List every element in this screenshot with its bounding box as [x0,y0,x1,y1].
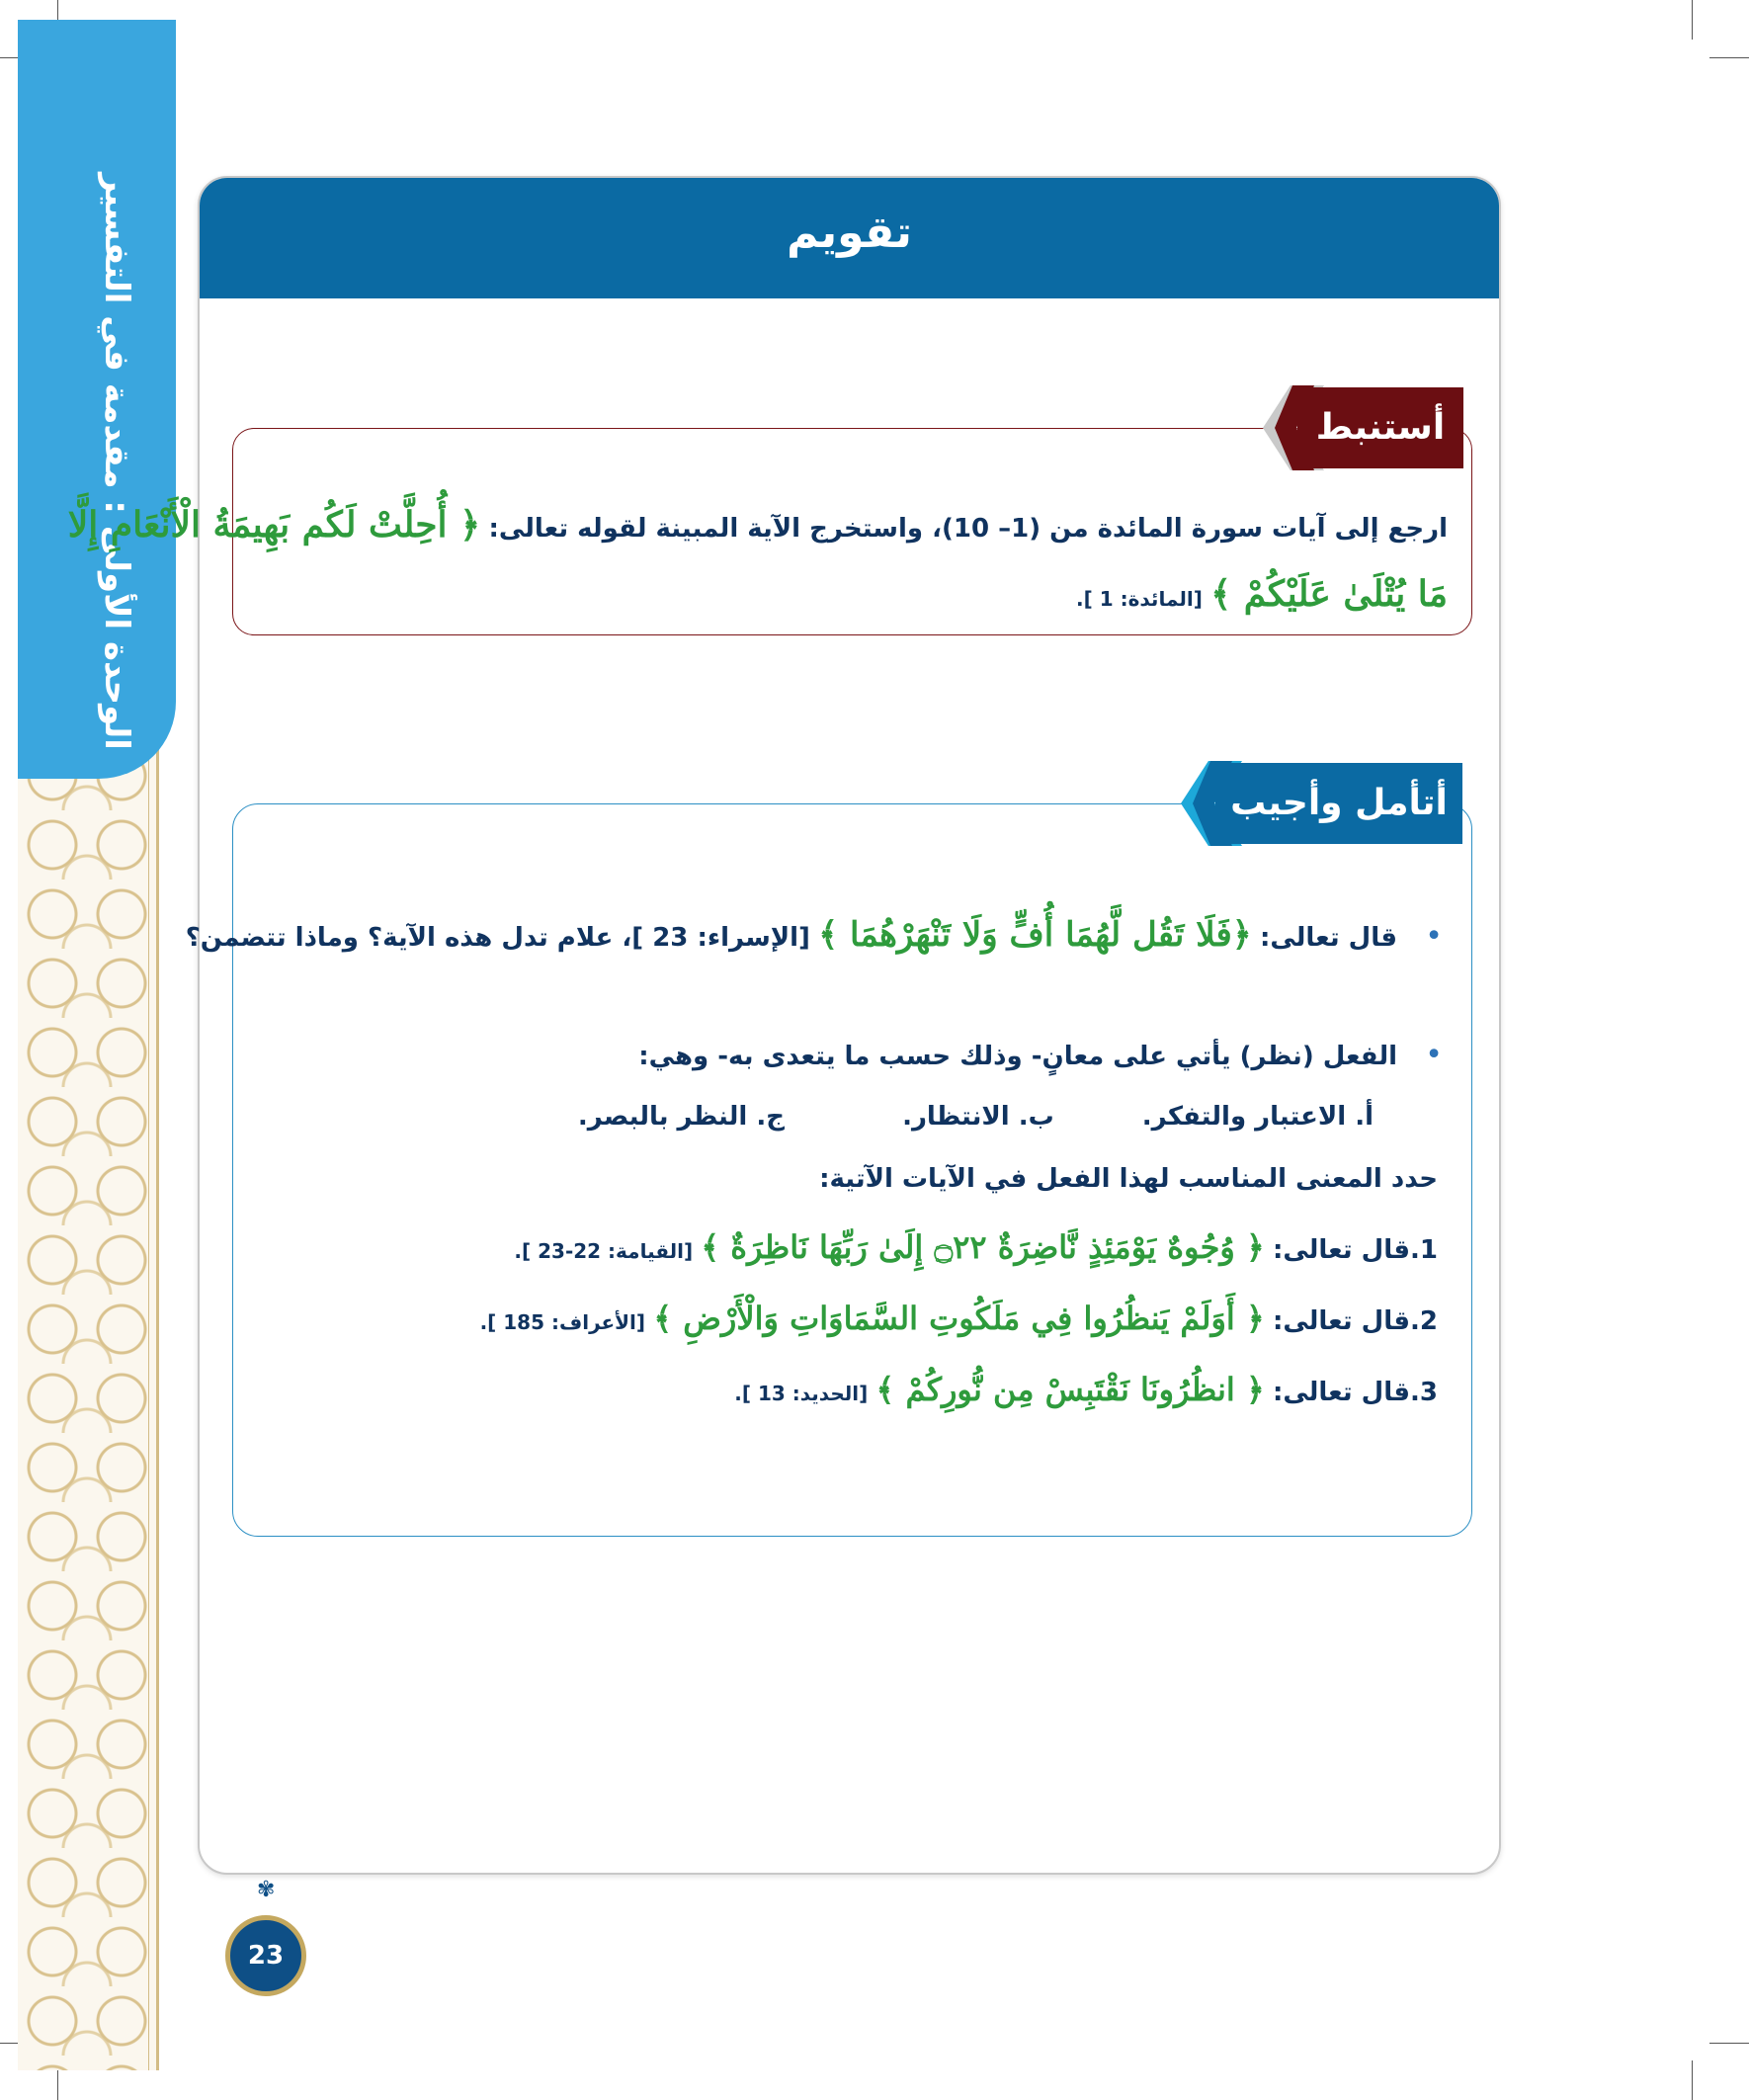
ornament-border [156,741,159,2070]
option-a: أ. الاعتبار والتفكر. [1141,1102,1374,1132]
verse-reference: [المائدة: 1 ]. [1075,587,1203,611]
ornament-border [148,741,149,2070]
crop-mark [1709,2043,1749,2044]
item-label: 2.قال تعالى: [1272,1306,1438,1336]
item-2 [480,1300,1438,1337]
meaning-options [578,1102,1374,1132]
item-1 [514,1228,1438,1266]
question-1 [186,914,1443,955]
ornament-strip [18,741,156,2070]
verse-text: ﴿ أَوَلَمْ يَنظُرُوا فِي مَلَكُوتِ السَّمَاوَاتِ وَالْأَرْضِ ﴾ [653,1300,1265,1337]
crop-mark [1692,0,1693,40]
unit-title: الوحدة الأولى : مقدمة في التفسير [97,173,136,750]
question-text: الفعل (نظر) يأتي على معانٍ- وذلك حسب ما يتعدى به- وهي: [638,1042,1398,1071]
verse-text: ﴿ أُحِلَّتْ لَكُم بَهِيمَةُ الْأَنْعَامِ إِلَّا [67,504,481,546]
crop-mark [1692,2060,1693,2100]
instruction-text: حدد المعنى المناسب لهذا الفعل في الآيات الآتية: [819,1164,1438,1194]
option-b: ب. الانتظار. [902,1102,1054,1132]
crop-mark [1709,57,1749,58]
page-number: 23 [225,1915,306,1996]
item-label: 3.قال تعالى: [1272,1378,1438,1407]
verse-text: ﴿فَلَا تَقُل لَّهُمَا أُفٍّ وَلَا تَنْهَرْهُمَا ﴾ [818,915,1252,955]
verse-reference: [القيامة: 22-23 ]. [514,1239,694,1263]
verse-text: ﴿ وُجُوهٌ يَوْمَئِذٍ نَّاضِرَةٌ ۝٢٢ إِلَىٰ رَبِّهَا نَاظِرَةٌ ﴾ [701,1228,1265,1266]
deduce-instruction: ارجع إلى آيات سورة المائدة من (1– 10)، واستخرج الآية المبينة لقوله تعالى: [488,514,1448,544]
deduce-line-1 [68,504,1448,546]
verse-reference: [الأعراف: 185 ]. [479,1310,646,1334]
verse-label: قال تعالى: [1259,923,1398,953]
item-3 [734,1371,1438,1408]
verse-reference: [الحديد: 13 ]. [734,1382,869,1405]
question-2 [638,1038,1443,1072]
page-ornament-icon: ✾ [257,1878,276,1902]
option-c: ج. النظر بالبصر. [577,1102,786,1132]
deduce-line-2 [1076,573,1448,615]
verse-text: مَا يُتْلَىٰ عَلَيْكُمْ ﴾ [1210,573,1448,615]
item-label: 1.قال تعالى: [1272,1235,1438,1265]
deduce-tag: أستنبط [1297,387,1463,468]
card-title: تقويم [787,208,912,258]
verse-text: ﴿ انظُرُونَا نَقْتَبِسْ مِن نُّورِكُمْ ﴾ [875,1371,1265,1408]
reflect-tag: أتأمل وأجيب [1215,763,1462,844]
bullet-icon: • [1425,919,1443,954]
question-text: [الإسراء: 23 ]، علام تدل هذه الآية؟ وماذا تتضمن؟ [185,923,810,953]
bullet-icon: • [1425,1038,1443,1072]
card-header [200,178,1499,298]
